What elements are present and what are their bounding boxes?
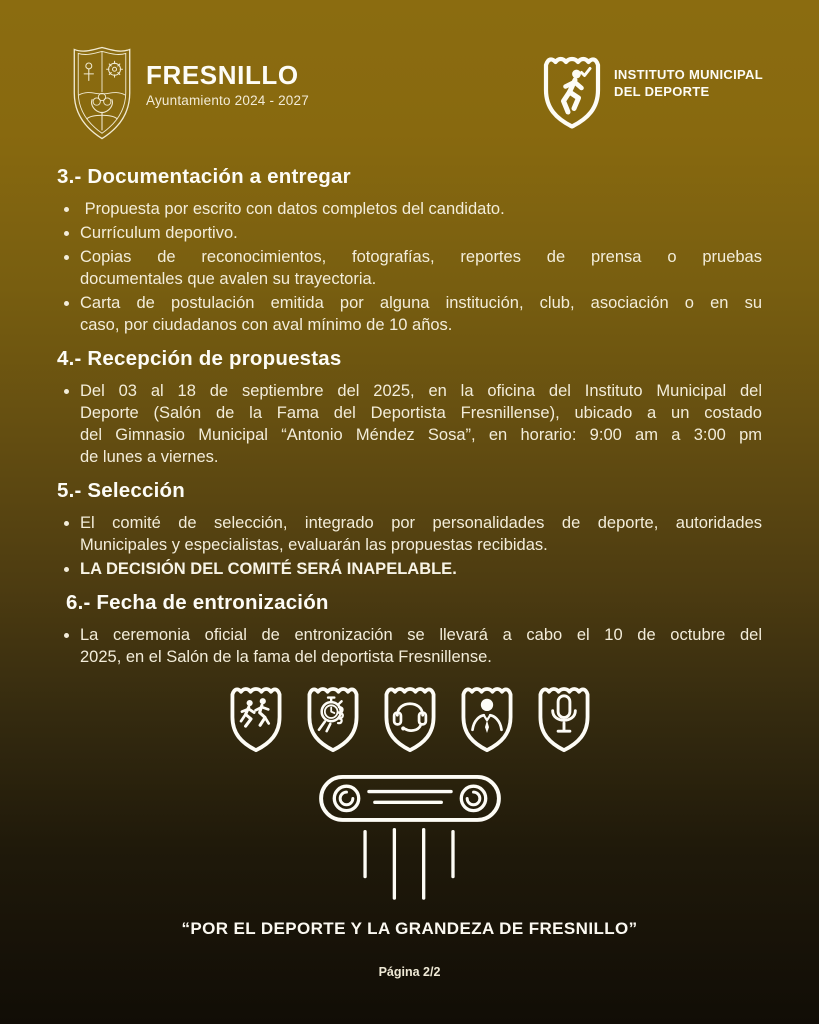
section-title: 6.- Fecha de entronización	[66, 591, 329, 614]
bullet-line: LA DECISIÓN DEL COMITÉ SERÁ INAPELABLE.	[80, 560, 457, 578]
bullet-line: 2025, en el Salón de la fama del deportista Fresnillense.	[80, 648, 492, 666]
document-body	[0, 150, 819, 979]
bullet-line: de lunes a viernes.	[80, 448, 219, 466]
bullet-line: Deporte (Salón de la Fama del Deportista Fresnillense), ubicado a un costado	[80, 404, 762, 422]
list-item	[57, 198, 762, 220]
bullet-line: Currículum deportivo.	[80, 224, 238, 242]
bullet-text	[80, 246, 762, 290]
section-entronizacion	[57, 590, 762, 668]
bullet-line: Propuesta por escrito con datos completos del candidato.	[80, 200, 505, 218]
runners-shield-icon	[227, 682, 285, 754]
section-documentacion	[57, 164, 762, 336]
bullet-text	[80, 380, 762, 468]
bullet-line: del Gimnasio Municipal “Antonio Méndez Sosa”, en horario: 9:00 am a 3:00 pm	[80, 426, 762, 444]
list-item	[57, 380, 762, 468]
institute-name-line1: INSTITUTO MUNICIPAL	[614, 67, 763, 82]
sport-shield-icons-row	[57, 682, 762, 754]
runner-shield-icon	[540, 45, 604, 137]
section-title: 3.- Documentación a entregar	[57, 165, 351, 188]
motto-text: “POR EL DEPORTE Y LA GRANDEZA DE FRESNILLO”	[181, 919, 638, 938]
ionic-column-icon	[317, 774, 503, 901]
bullet-text	[80, 624, 762, 668]
city-name: FRESNILLO	[146, 60, 299, 90]
bullet-dot	[64, 301, 69, 306]
fresnillo-coat-of-arms-icon	[69, 44, 135, 142]
city-brand	[146, 62, 309, 108]
bullet-text	[80, 558, 762, 580]
section-title: 5.- Selección	[57, 479, 185, 502]
bullet-text	[80, 198, 762, 220]
list-item	[57, 292, 762, 336]
institute-name	[614, 66, 763, 100]
list-item	[57, 512, 762, 556]
official-shield-icon	[458, 682, 516, 754]
bullet-dot	[64, 389, 69, 394]
bullet-dot	[64, 521, 69, 526]
bullet-line: Copias de reconocimientos, fotografías, reportes de prensa o pruebas	[80, 248, 762, 266]
list-item	[57, 246, 762, 290]
stopwatch-shield-icon	[304, 682, 362, 754]
bullet-line: caso, por ciudadanos con aval mínimo de 10 años.	[80, 316, 453, 334]
bullet-text	[80, 512, 762, 556]
section-recepcion	[57, 346, 762, 468]
institute-name-line2: DEL DEPORTE	[614, 84, 710, 99]
bullet-dot	[64, 255, 69, 260]
bullet-line: Carta de postulación emitida por alguna institución, club, asociación o en su	[80, 294, 762, 312]
column-emblem	[57, 774, 762, 901]
bullet-line: documentales que avalen su trayectoria.	[80, 270, 377, 288]
bullet-dot	[64, 231, 69, 236]
city-subtitle: Ayuntamiento 2024 - 2027	[146, 93, 309, 108]
bullet-line: El comité de selección, integrado por personalidades de deporte, autoridades	[80, 514, 762, 532]
bullet-text	[80, 222, 762, 244]
list-item	[57, 558, 762, 580]
microphone-shield-icon	[535, 682, 593, 754]
bullet-dot	[64, 567, 69, 572]
bullet-line: Del 03 al 18 de septiembre del 2025, en la oficina del Instituto Municipal del	[80, 382, 762, 400]
section-title: 4.- Recepción de propuestas	[57, 347, 342, 370]
bullet-dot	[64, 207, 69, 212]
page-header	[0, 0, 819, 150]
bullet-line: Municipales y especialistas, evaluarán las propuestas recibidas.	[80, 536, 548, 554]
list-item	[57, 624, 762, 668]
list-item	[57, 222, 762, 244]
headset-shield-icon	[381, 682, 439, 754]
bullet-text	[80, 292, 762, 336]
page-number: Página 2/2	[378, 965, 441, 979]
bullet-line: La ceremonia oficial de entronización se llevará a cabo el 10 de octubre del	[80, 626, 762, 644]
bullet-dot	[64, 633, 69, 638]
section-seleccion	[57, 478, 762, 580]
